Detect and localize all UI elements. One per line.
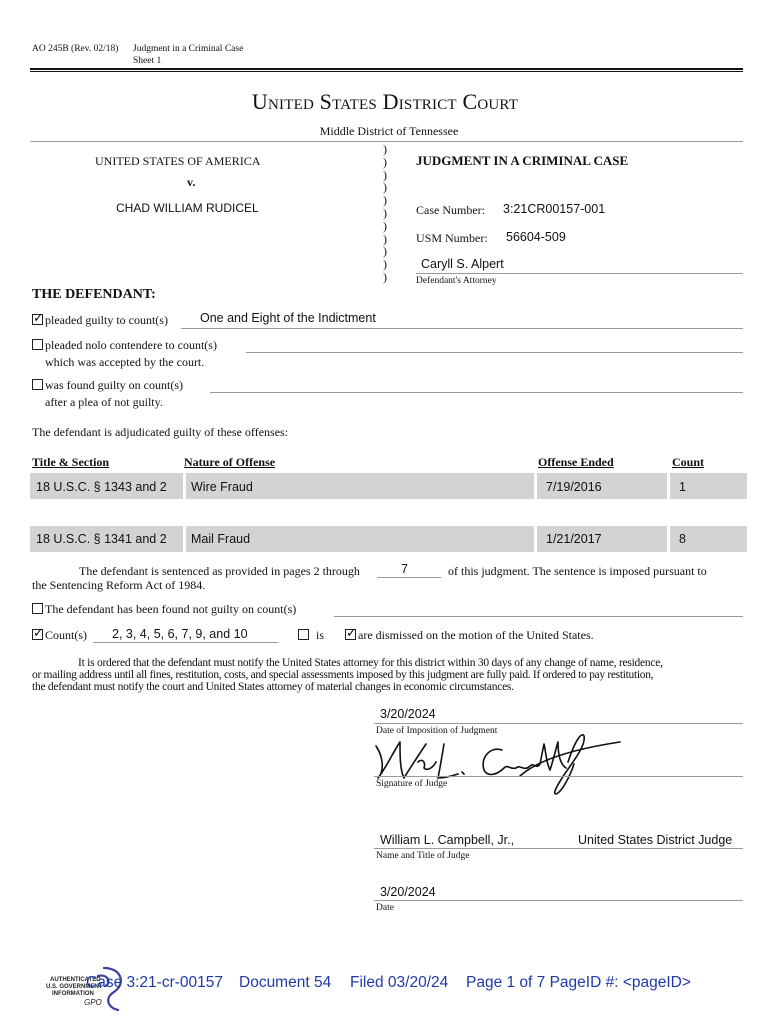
case-number-label: Case Number: [416, 203, 485, 217]
row1-title: 18 U.S.C. § 1343 and 2 [36, 480, 167, 494]
order-paragraph-line2: or mailing address until all fines, restitution, costs, and special assessments imposed by this judgment are fully paid. If ordered to pay restitution, [32, 669, 654, 681]
found-guilty-row [32, 378, 183, 393]
court-district: Middle District of Tennessee [319, 124, 459, 138]
pleaded-guilty-rule [181, 328, 743, 329]
pleaded-guilty-row [32, 313, 168, 328]
col-header-title: Title & Section [32, 455, 110, 469]
row1-nature: Wire Fraud [191, 480, 253, 494]
sentencing-pages-rule [377, 577, 441, 578]
not-guilty-rule [334, 616, 743, 617]
pleaded-nolo-checkbox[interactable] [32, 339, 43, 350]
adjudicated-text: The defendant is adjudicated guilty of these offenses: [32, 425, 289, 439]
usm-number-label: USM Number: [416, 231, 488, 245]
pleaded-guilty-label: pleaded guilty to count(s) [45, 313, 168, 327]
row1-ended: 7/19/2016 [546, 480, 602, 494]
is-checkbox[interactable] [298, 629, 309, 640]
judge-name-rule [374, 848, 743, 849]
counts-label: Count(s) [45, 628, 87, 642]
counts-row [32, 628, 87, 643]
not-guilty-row [32, 602, 296, 617]
found-guilty-label: was found guilty on count(s) [45, 378, 183, 392]
pleaded-nolo-label: pleaded nolo contendere to count(s) [45, 338, 217, 352]
col-header-nature: Nature of Offense [184, 455, 276, 469]
row2-ended: 1/21/2017 [546, 532, 602, 546]
counts-rule [93, 642, 278, 643]
are-label: are dismissed on the motion of the United States. [358, 628, 594, 642]
gpo-seal-line3: INFORMATION [52, 991, 94, 997]
judge-name: William L. Campbell, Jr., [380, 833, 515, 847]
pleaded-nolo-sublabel: which was accepted by the court. [45, 355, 205, 369]
counts-checkbox[interactable] [32, 629, 43, 640]
caption-parentheses: ) ) ) ) ) ) ) ) ) ) ) [383, 142, 387, 284]
col-header-count: Count [672, 455, 705, 469]
court-title: United States District Court [251, 89, 519, 114]
col-header-ended: Offense Ended [538, 455, 614, 469]
not-guilty-label: The defendant has been found not guilty on count(s) [45, 602, 297, 616]
is-label: is [316, 628, 325, 642]
imposition-date-label: Date of Imposition of Judgment [376, 726, 498, 736]
found-guilty-rule [210, 392, 743, 393]
pleaded-guilty-value: One and Eight of the Indictment [200, 311, 376, 325]
order-paragraph-line3: the defendant must notify the court and United States attorney of material changes in economic circumstances. [32, 681, 514, 693]
sentencing-pages: 7 [401, 562, 408, 576]
attorney-rule [416, 273, 743, 274]
judge-title: United States District Judge [578, 833, 733, 847]
usm-number-value: 56604-509 [506, 230, 566, 244]
plaintiff-name: UNITED STATES OF AMERICA [95, 154, 261, 168]
found-guilty-checkbox[interactable] [32, 379, 43, 390]
case-number-value: 3:21CR00157-001 [503, 202, 606, 216]
sentencing-text-after: of this judgment. The sentence is imposed pursuant to [448, 564, 707, 578]
signed-date: 3/20/2024 [380, 885, 436, 899]
order-paragraph-line1: It is ordered that the defendant must notify the United States attorney for this district within 30 days of any change of name, residence, [78, 657, 663, 669]
footer-document: Document 54 [239, 974, 332, 991]
attorney-name: Caryll S. Alpert [421, 257, 504, 271]
form-title: Judgment in a Criminal Case [133, 44, 244, 54]
row1-count: 1 [679, 480, 686, 494]
counts-value: 2, 3, 4, 5, 6, 7, 9, and 10 [112, 627, 248, 641]
not-guilty-checkbox[interactable] [32, 603, 43, 614]
defendant-name: CHAD WILLIAM RUDICEL [116, 201, 259, 215]
sentencing-text-line2: the Sentencing Reform Act of 1984. [32, 578, 206, 592]
imposition-date-rule [374, 723, 743, 724]
header-rule-thick [30, 68, 743, 70]
imposition-date: 3/20/2024 [380, 707, 436, 721]
pleaded-guilty-checkbox[interactable] [32, 314, 43, 325]
versus-label: v. [187, 175, 196, 189]
name-title-label: Name and Title of Judge [376, 851, 470, 861]
are-row [345, 628, 594, 643]
pleaded-nolo-rule [246, 352, 743, 353]
footer-case: Case 3:21-cr-00157 [86, 974, 223, 991]
attorney-label: Defendant's Attorney [416, 276, 497, 286]
footer-page: Page 1 of 7 PageID #: <pageID> [466, 974, 691, 991]
pleaded-nolo-row [32, 338, 217, 353]
signed-date-label: Date [376, 903, 394, 913]
row2-nature: Mail Fraud [191, 532, 251, 546]
gpo-seal-line4: GPO [84, 998, 102, 1007]
sheet-label: Sheet 1 [133, 56, 162, 66]
row2-count: 8 [679, 532, 686, 546]
are-checkbox[interactable] [345, 629, 356, 640]
gpo-seal-line2: U.S. GOVERNMENT [46, 984, 103, 990]
signed-date-rule [374, 900, 743, 901]
sentencing-text-before: The defendant is sentenced as provided in pages 2 through [79, 564, 360, 578]
is-row [298, 628, 324, 643]
form-id: AO 245B (Rev. 02/18) [32, 44, 119, 54]
signature-label: Signature of Judge [376, 779, 448, 789]
signature-rule [374, 776, 743, 777]
footer-filed: Filed 03/20/24 [350, 974, 449, 991]
header-rule-thin [30, 71, 743, 72]
found-guilty-sublabel: after a plea of not guilty. [45, 395, 163, 409]
defendant-heading: THE DEFENDANT: [32, 287, 156, 302]
row2-title: 18 U.S.C. § 1341 and 2 [36, 532, 167, 546]
document-title: JUDGMENT IN A CRIMINAL CASE [416, 153, 629, 168]
gpo-seal-line1: AUTHENTICATED [50, 977, 101, 983]
